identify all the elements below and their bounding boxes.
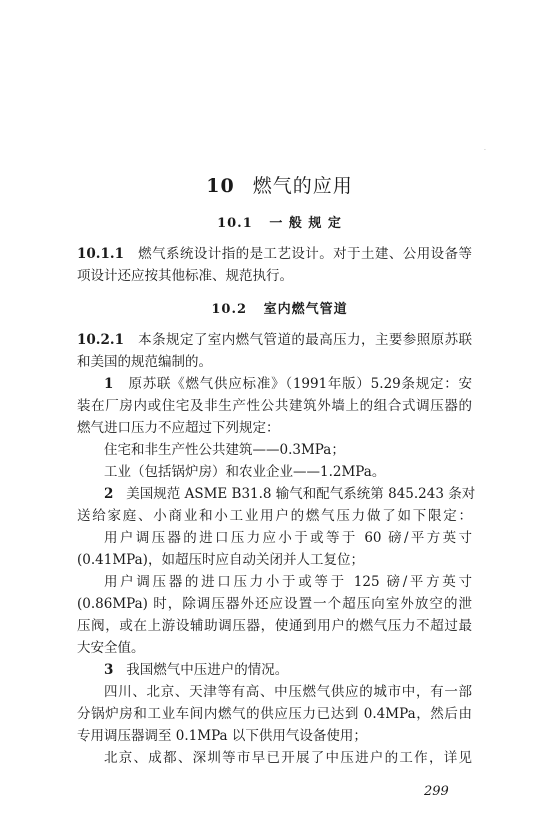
item2-line3: 用户调压器的进口压力应小于或等于 60 磅/平方英寸: [104, 530, 472, 546]
item1-line2: 装在厂房内或住宅及非生产性公共建筑外墙上的组合式调压器的: [77, 398, 472, 414]
clause-number: 10.2.1: [77, 332, 124, 348]
item-text: 美国规范 ASME B31.8 输气和配气系统第 845.243 条对: [126, 486, 476, 502]
section-10-2-heading: [0, 298, 559, 317]
item3-line3: 分锅炉房和工业车间内燃气的供应压力已达到 0.4MPa，然后由: [77, 706, 472, 722]
item1-line4: 住宅和非生产性公共建筑——0.3MPa；: [104, 442, 345, 458]
item1-line5: 工业（包括锅炉房）和农业企业——1.2MPa。: [104, 464, 386, 480]
section-number: 10.2: [211, 302, 248, 317]
clause-10-1-1-line1: [77, 244, 472, 264]
item2-line6: (0.86MPa) 时，除调压器外还应设置一个超压向室外放空的泄: [77, 596, 472, 612]
item-number: 2: [104, 486, 114, 502]
item-text: 我国燃气中压进户的情况。: [126, 662, 289, 678]
chapter-title-text: 燃气的应用: [252, 175, 353, 197]
scan-mark: ·: [484, 147, 486, 154]
item1-line3: 燃气进口压力不应超过下列规定：: [77, 420, 280, 436]
item2-line2: 送给家庭、小商业和小工业用户的燃气压力做了如下限定：: [77, 508, 472, 524]
clause-text: 燃气系统设计指的是工艺设计。对于土建、公用设备等: [138, 246, 473, 262]
section-10-1-heading: [0, 212, 559, 231]
section-number: 10.1: [217, 216, 253, 231]
item2-line1: [104, 484, 476, 504]
item-text: 原苏联《燃气供应标准》（1991年版）5.29条规定：安: [128, 376, 473, 392]
item3-line4: 专用调压器调至 0.1MPa 以下供用气设备使用；: [77, 728, 367, 744]
item3-line2: 四川、北京、天津等有高、中压燃气供应的城市中，有一部: [104, 684, 472, 700]
item2-line5: 用户调压器的进口压力小于或等于 125 磅/平方英寸: [104, 574, 472, 590]
chapter-title: [0, 171, 559, 198]
item2-line4: (0.41MPa)，如超压时应自动关闭并人工复位；: [77, 552, 364, 568]
clause-10-1-1-line2: 项设计还应按其他标准、规范执行。: [77, 268, 293, 284]
clause-text: 本条规定了室内燃气管道的最高压力，主要参照原苏联: [138, 332, 473, 348]
item-number: 3: [104, 662, 114, 678]
clause-number: 10.1.1: [77, 246, 124, 262]
item2-line7: 压阀，或在上游设辅助调压器，使通到用户的燃气压力不超过最: [77, 618, 472, 634]
chapter-number: 10: [206, 175, 235, 197]
item3-line1: [104, 660, 472, 680]
item-number: 1: [104, 376, 114, 392]
section-title: 一 般 规 定: [269, 216, 342, 231]
item2-line8: 大安全值。: [77, 640, 145, 656]
clause-10-2-1-line2: 和美国的规范编制的。: [77, 354, 212, 370]
item3-line5: 北京、成都、深圳等市早已开展了中压进户的工作，详见: [104, 750, 472, 766]
clause-10-2-1-line1: [77, 330, 472, 350]
item1-line1: [104, 374, 472, 394]
section-title: 室内燃气管道: [263, 302, 348, 317]
page-number: 299: [424, 784, 449, 799]
